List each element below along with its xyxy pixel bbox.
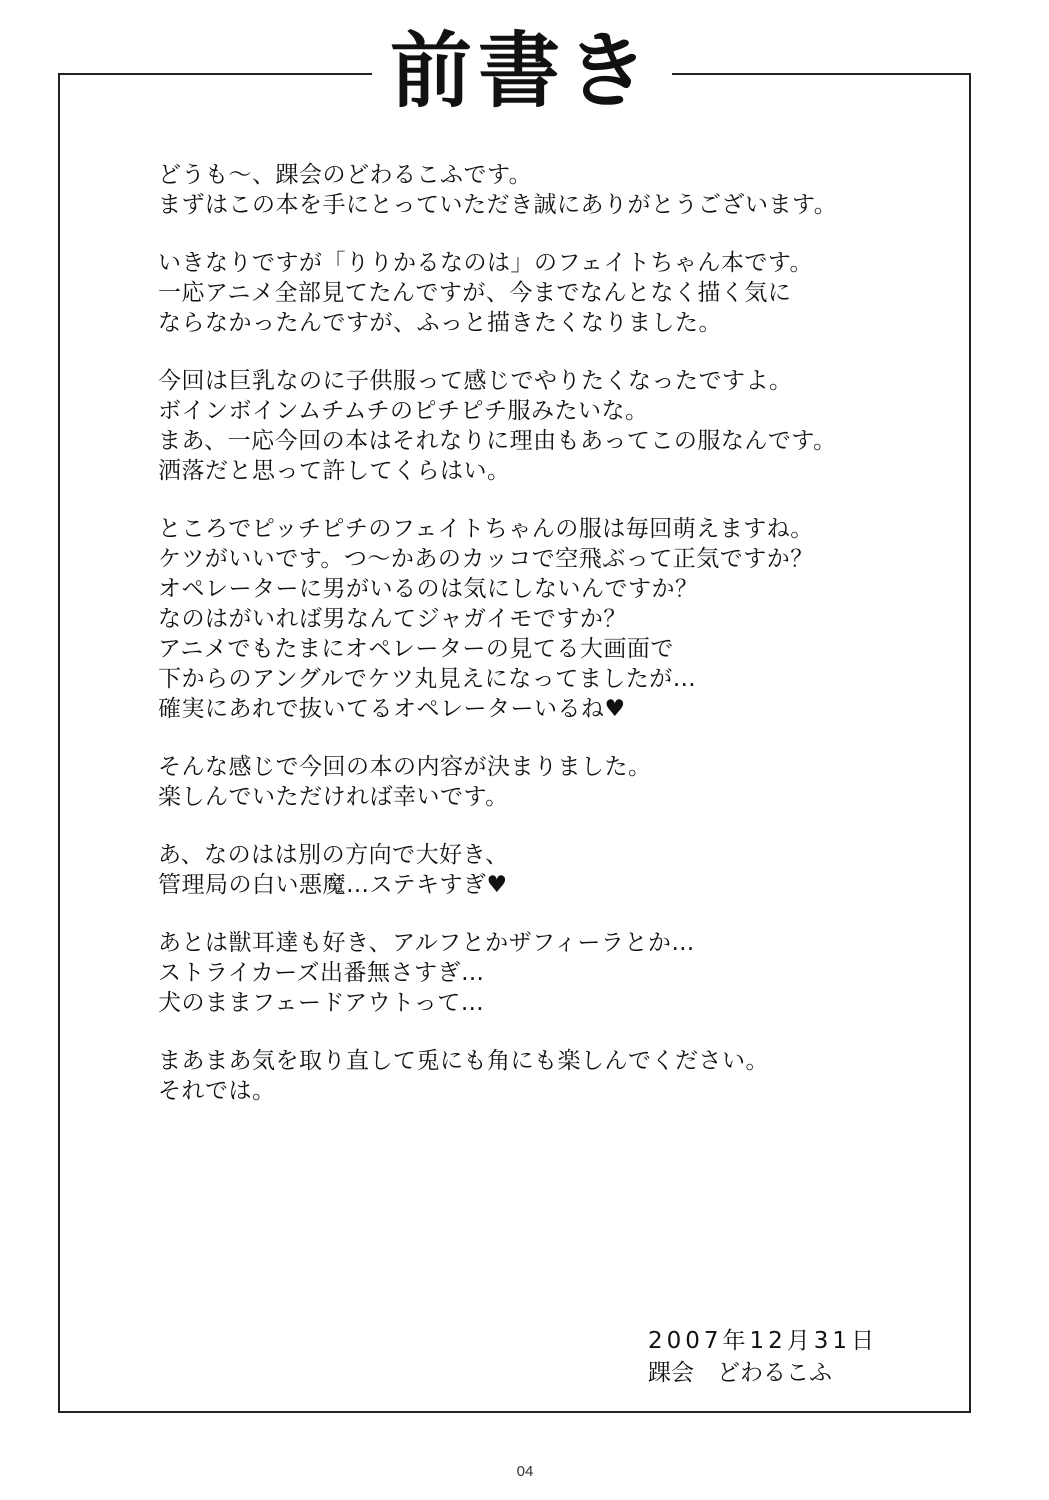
text-line: 楽しんでいただければ幸いです。 [158,784,509,810]
paragraph [158,752,938,812]
text-line: 犬のままフェードアウトって… [158,990,485,1016]
text-line: なのはがいれば男なんてジャガイモですか？ [158,606,627,632]
text-line: いきなりですが「りりかるなのは」のフェイトちゃん本です。 [158,250,814,276]
paragraph [158,248,938,338]
paragraph-gap [158,1018,938,1046]
text-line: 一応アニメ全部見てたんですが、今までなんとなく描く気に [158,280,792,306]
paragraph [158,1046,938,1106]
text-line: オペレーターに男がいるのは気にしないんですか？ [158,576,699,602]
paragraph [158,366,938,486]
signature-date: 2007年12月31日 [648,1328,879,1354]
paragraph [158,928,938,1018]
page-title: 前書き [372,22,672,122]
text-line: アニメでもたまにオペレーターの見てる大画面で [158,636,674,662]
text-line: ストライカーズ出番無さすぎ… [158,960,485,986]
text-line: それでは。 [158,1078,276,1104]
paragraph [158,840,938,900]
paragraph-gap [158,220,938,248]
text-line: ボインボインムチムチのピチピチ服みたいな。 [158,398,649,424]
text-line: ところでピッチピチのフェイトちゃんの服は毎回萌えますね。 [158,516,814,542]
text-line: 管理局の白い悪魔…ステキすぎ♥ [158,872,508,898]
paragraph-gap [158,486,938,514]
paragraph-gap [158,812,938,840]
text-line: あとは獣耳達も好き、アルフとかザフィーラとか… [158,930,695,956]
text-line: ならなかったんですが、ふっと描きたくなりました。 [158,310,722,336]
page-number: 04 [516,1463,534,1480]
text-line: ケツがいいです。つ〜かあのカッコで空飛ぶって正気ですか？ [158,546,814,572]
preface-body [158,160,938,1106]
text-line: まずはこの本を手にとっていただき誠にありがとうございます。 [158,192,838,218]
paragraph-gap [158,900,938,928]
text-line: あ、なのはは別の方向で大好き、 [158,842,509,868]
text-line: 確実にあれで抜いてるオペレーターいるね♥ [158,696,626,722]
paragraph [158,160,938,220]
signature-author: 踝会 どわるこふ [648,1360,832,1386]
text-line: 下からのアングルでケツ丸見えになってましたが… [158,666,697,692]
signature-block [648,1325,948,1389]
text-line: まあまあ気を取り直して兎にも角にも楽しんでください。 [158,1048,769,1074]
text-line: 洒落だと思って許してくらはい。 [158,458,511,484]
paragraph-gap [158,724,938,752]
paragraph [158,514,938,724]
text-line: そんな感じで今回の本の内容が決まりました。 [158,754,652,780]
text-line: 今回は巨乳なのに子供服って感じでやりたくなったですよ。 [158,368,793,394]
paragraph-gap [158,338,938,366]
text-line: どうも〜、踝会のどわるこふです。 [158,162,533,188]
text-line: まあ、一応今回の本はそれなりに理由もあってこの服なんです。 [158,428,837,454]
